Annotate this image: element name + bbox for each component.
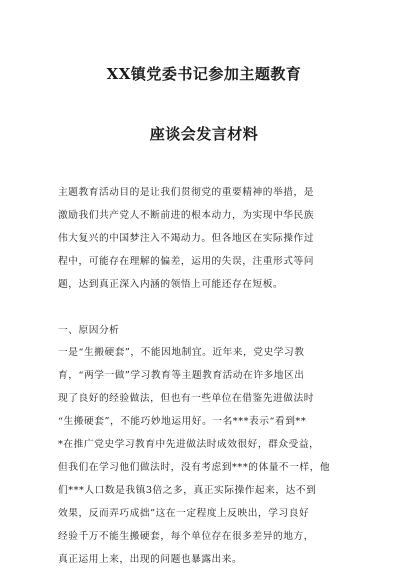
analysis-paragraph-line: 但我们在学习他们做法时，没有考虑到***的体量不一样，他 [58,462,331,473]
section-heading-text: 一、原因分析 [58,325,120,336]
analysis-paragraph-line: 一是“生搬硬套”，不能因地制宜。近年来，党史学习教 [58,347,305,358]
section-heading [58,319,350,342]
document-title-line-2: 座谈会发言材料 [149,125,259,143]
intro-paragraph-line: 激励我们共产党人不断前进的根本动力，为实现中华民族 [58,210,314,221]
intro-paragraph-line: 伟大复兴的中国梦注入不竭动力。但各地区在实际操作过 [58,233,314,244]
analysis-paragraph-line: 育，“两学一做”学习教育等主题教育活动在许多地区出 [58,370,305,381]
analysis-paragraph-line: 真正运用上来，出现的问题也暴露出来。 [58,554,243,565]
analysis-paragraph-line: 效果，反而弄巧成拙”这在一定程度上反映出，学习良好 [58,508,310,519]
analysis-paragraph-line: 们***人口数是我镇3倍之多，真正实际操作起来，达不到 [58,485,317,496]
analysis-paragraph-line: 经验千万不能生搬硬套，每个单位存在很多差异的地方， [58,531,314,542]
analysis-paragraph-line: *在推广党史学习教育中先进做法时成效很好，群众受益， [58,439,320,450]
document-title-line-1: XX镇党委书记参加主题教育 [106,65,302,83]
analysis-paragraph-line: “生搬硬套”，不能巧妙地运用好。一名***表示“看到** [58,416,307,427]
analysis-paragraph-line: 现了良好的经验做法，但也有一些单位在借鉴先进做法时 [58,393,314,404]
analysis-paragraph [58,341,350,571]
intro-paragraph [58,181,350,296]
intro-paragraph-line: 主题教育活动目的是让我们贯彻党的重要精神的举措，是 [58,187,314,198]
intro-paragraph-line: 题，达到真正深入内涵的领悟上可能还存在短板。 [58,279,284,290]
intro-paragraph-line: 程中，可能存在理解的偏差，运用的失误，注重形式等问 [58,256,314,267]
